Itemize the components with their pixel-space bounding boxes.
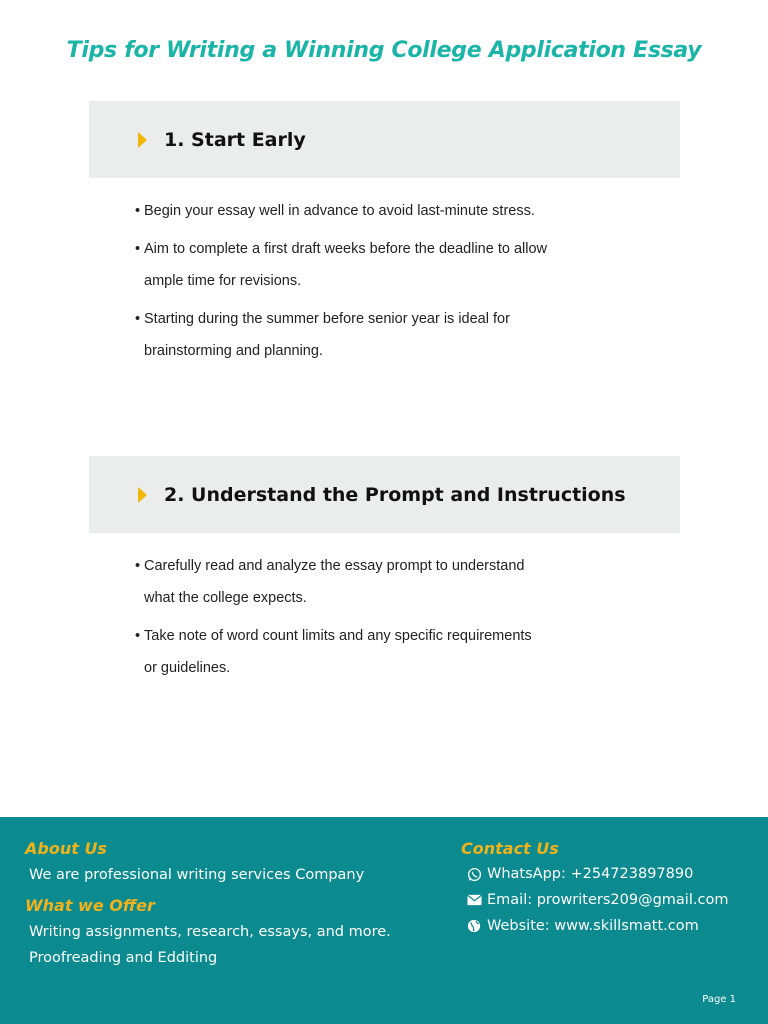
section-heading: 2. Understand the Prompt and Instructions <box>164 483 626 506</box>
contact-text: Website: www.skillsmatt.com <box>487 918 699 934</box>
bullet-icon: • <box>135 628 141 644</box>
bullet-icon: • <box>135 241 141 257</box>
offer-line: Writing assignments, research, essays, and more. <box>29 924 391 940</box>
about-us-text: We are professional writing services Company <box>29 867 365 883</box>
list-item: • Starting during the summer before senior year is ideal for brainstorming and planning. <box>128 303 548 367</box>
document-title: Tips for Writing a Winning College Application Essay <box>66 38 702 63</box>
contact-website[interactable] <box>466 918 699 934</box>
bullet-icon: • <box>135 311 141 327</box>
caret-right-icon <box>138 132 147 148</box>
whatsapp-icon <box>466 866 482 882</box>
list-item: • Aim to complete a first draft weeks before the deadline to allow ample time for revisions. <box>128 233 548 297</box>
bullet-list-understand-prompt <box>128 550 548 690</box>
bullet-icon: • <box>135 203 141 219</box>
offer-line: Proofreading and Edditing <box>29 950 218 966</box>
section-header-understand-prompt <box>89 456 680 533</box>
footer <box>0 817 768 1024</box>
contact-text: Email: prowriters209@gmail.com <box>487 892 729 908</box>
page-number: Page 1 <box>702 994 736 1005</box>
bullet-icon: • <box>135 558 141 574</box>
contact-email[interactable] <box>466 892 728 908</box>
section-heading: 1. Start Early <box>164 128 306 151</box>
contact-whatsapp[interactable] <box>466 866 693 882</box>
envelope-icon <box>466 892 482 908</box>
about-us-heading: About Us <box>25 839 107 858</box>
contact-us-heading: Contact Us <box>461 839 559 858</box>
section-header-start-early <box>89 101 680 178</box>
what-we-offer-heading: What we Offer <box>25 896 155 915</box>
globe-icon <box>466 918 482 934</box>
list-item: • Begin your essay well in advance to avoid last-minute stress. <box>128 195 548 227</box>
list-item: • Take note of word count limits and any specific requirements or guidelines. <box>128 620 548 684</box>
caret-right-icon <box>138 487 147 503</box>
bullet-list-start-early <box>128 195 548 373</box>
contact-text: WhatsApp: +254723897890 <box>487 866 694 882</box>
list-item: • Carefully read and analyze the essay prompt to understand what the college expects. <box>128 550 548 614</box>
